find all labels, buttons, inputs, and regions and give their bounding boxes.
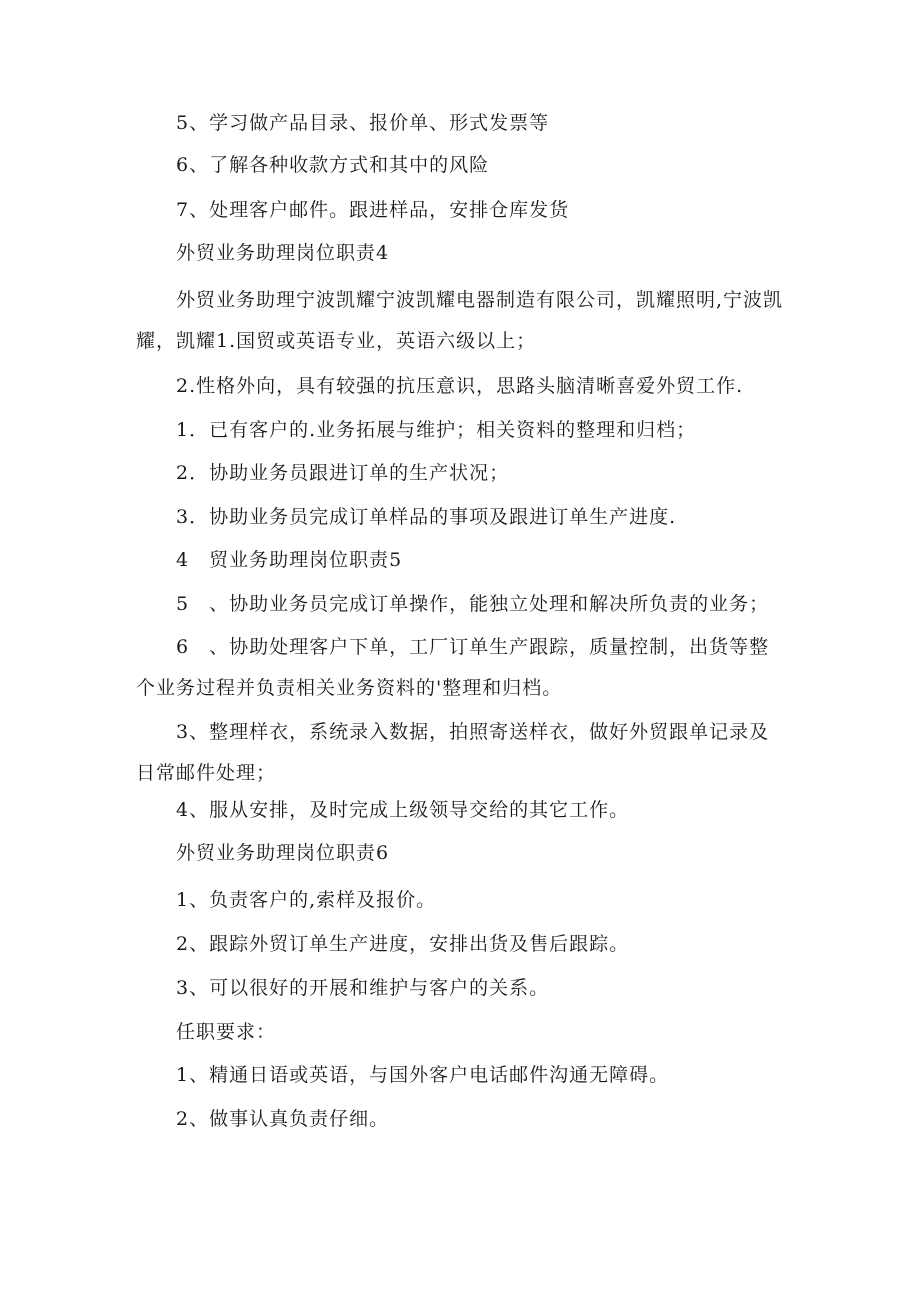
list-item: 2、做事认真负责仔细。 xyxy=(176,1108,390,1130)
list-item: 3、可以很好的开展和维护与客户的关系。 xyxy=(176,977,550,999)
list-item: 6 、协助处理客户下单，工厂订单生产跟踪，质量控制，出货等整个业务过程并负责相关业务资料的'整理和归档。 xyxy=(136,636,770,699)
list-item: 4、服从安排，及时完成上级领导交给的其它工作。 xyxy=(176,799,630,821)
list-item: 3．协助业务员完成订单样品的事项及跟进订单生产进度. xyxy=(176,506,677,528)
section-heading: 任职要求： xyxy=(176,1021,277,1043)
list-item: 7、处理客户邮件。跟进样品，安排仓库发货 xyxy=(176,199,570,221)
list-item: 1、精通日语或英语，与国外客户电话邮件沟通无障碍。 xyxy=(176,1064,670,1086)
list-item: 5、学习做产品目录、报价单、形式发票等 xyxy=(176,112,550,134)
paragraph: 外贸业务助理宁波凯耀宁波凯耀电器制造有限公司，凯耀照明,宁波凯耀，凯耀1.国贸或英语专业，英语六级以上； xyxy=(136,289,784,352)
list-item: 5 、协助业务员完成订单操作，能独立处理和解决所负责的业务； xyxy=(176,593,770,615)
list-item: 2、跟踪外贸订单生产进度，安排出货及售后跟踪。 xyxy=(176,933,630,955)
list-item: 1、负责客户的,索样及报价。 xyxy=(176,889,437,911)
list-item: 6、了解各种收款方式和其中的风险 xyxy=(176,154,490,176)
list-item: 2.性格外向，具有较强的抗压意识，思路头脑清晰喜爱外贸工作. xyxy=(176,375,744,397)
list-item: 3、整理样衣，系统录入数据，拍照寄送样衣，做好外贸跟单记录及日常邮件处理； xyxy=(136,721,770,784)
list-item: 2．协助业务员跟进订单的生产状况； xyxy=(176,462,510,484)
section-heading: 外贸业务助理岗位职责6 xyxy=(176,842,390,864)
section-heading: 外贸业务助理岗位职责4 xyxy=(176,242,390,264)
list-item: 1．已有客户的.业务拓展与维护；相关资料的整理和归档； xyxy=(176,419,697,441)
section-heading: 4 贸业务助理岗位职责5 xyxy=(176,549,403,571)
